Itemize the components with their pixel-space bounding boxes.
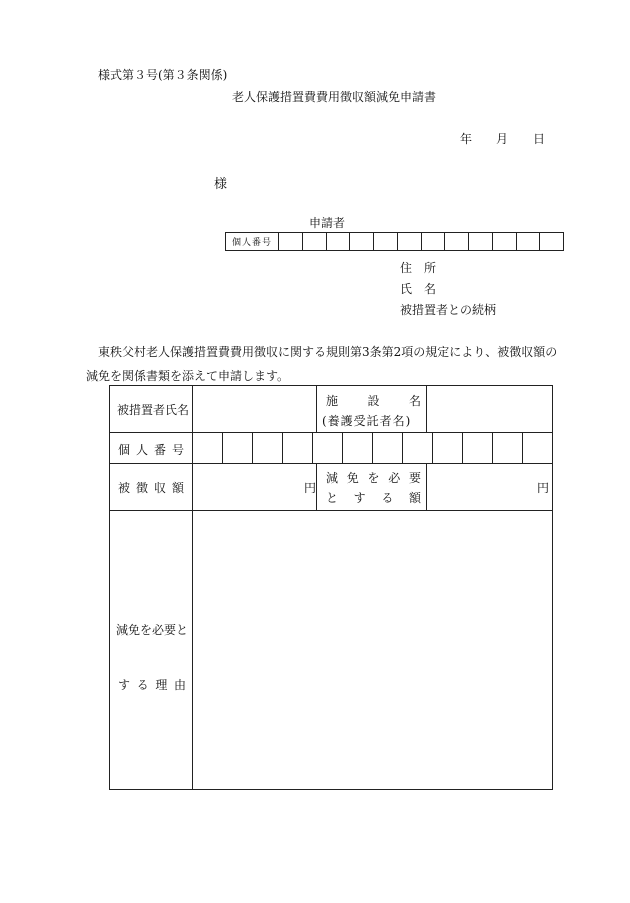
- reduction-amount-yen: 円: [537, 481, 550, 495]
- person-name-field[interactable]: [193, 386, 316, 432]
- application-statement: 東秩父村老人保護措置費費用徴収に関する規則第3条第2項の規定により、被徴収額の 減免を関係書類を添えて申請します。: [86, 345, 558, 383]
- number-digit-cell[interactable]: [350, 233, 374, 250]
- collected-amount-label: 被 徴 収 額: [118, 481, 184, 495]
- number-digit-cell[interactable]: [517, 233, 541, 250]
- number-digit-cell[interactable]: [398, 233, 422, 250]
- applicant-individual-number-field[interactable]: [225, 232, 564, 251]
- number-digit-cell[interactable]: [493, 233, 517, 250]
- number-digit-cell[interactable]: [432, 433, 462, 463]
- facility-sublabel: (養護受託者名): [322, 414, 412, 428]
- reduction-amount-label-2: と す る 額: [326, 491, 421, 505]
- form-title: 老人保護措置費費用徴収額減免申請書: [232, 90, 437, 104]
- person-name-label: 被措置者氏名: [117, 403, 190, 417]
- number-digit-cell[interactable]: [402, 433, 432, 463]
- table-row-name-facility: [110, 386, 552, 433]
- facility-name-field[interactable]: [427, 386, 553, 432]
- addressee-suffix: 様: [214, 177, 228, 192]
- date-day: 日: [533, 132, 546, 146]
- number-digit-cell[interactable]: [422, 233, 446, 250]
- number-digit-cell[interactable]: [469, 233, 493, 250]
- number-digit-cell[interactable]: [279, 233, 303, 250]
- applicant-individual-number-label: 個人番号: [226, 233, 279, 250]
- number-digit-cell[interactable]: [327, 233, 351, 250]
- number-digit-cell[interactable]: [374, 233, 398, 250]
- number-digit-cell[interactable]: [492, 433, 522, 463]
- number-digit-cell[interactable]: [372, 433, 402, 463]
- number-digit-cell[interactable]: [252, 433, 282, 463]
- reason-label-2: す る 理 由: [118, 678, 186, 692]
- applicant-address-label: 住 所: [400, 261, 436, 275]
- number-digit-cell[interactable]: [462, 433, 492, 463]
- table-row-reason: [110, 511, 552, 789]
- number-digit-cell[interactable]: [282, 433, 312, 463]
- facility-label: 施 設 名: [326, 394, 421, 408]
- number-digit-cell[interactable]: [522, 433, 552, 463]
- reduction-amount-field[interactable]: [427, 464, 553, 510]
- number-digit-cell[interactable]: [445, 233, 469, 250]
- number-digit-cell[interactable]: [312, 433, 342, 463]
- collected-amount-field[interactable]: [193, 464, 316, 510]
- date-year: 年: [460, 132, 473, 146]
- reduction-amount-label: 減 免 を 必 要: [326, 471, 421, 485]
- table-row-amounts: [110, 464, 552, 511]
- number-digit-cell[interactable]: [222, 433, 252, 463]
- individual-number-field[interactable]: [192, 433, 552, 463]
- applicant-name-label: 氏 名: [400, 282, 436, 296]
- applicant-heading: 申請者: [309, 216, 346, 230]
- number-digit-cell[interactable]: [192, 433, 222, 463]
- application-table: [109, 385, 553, 790]
- applicant-relation-label: 被措置者との続柄: [400, 303, 497, 317]
- number-digit-cell[interactable]: [303, 233, 327, 250]
- reason-label: 減免を必要と: [116, 623, 189, 637]
- reason-field[interactable]: [193, 511, 552, 789]
- table-row-individual-number: [110, 433, 552, 464]
- collected-amount-yen: 円: [304, 481, 317, 495]
- number-digit-cell[interactable]: [540, 233, 563, 250]
- form-number: 様式第３号(第３条関係): [98, 68, 228, 82]
- date-month: 月: [496, 132, 509, 146]
- individual-number-label: 個 人 番 号: [118, 443, 184, 457]
- number-digit-cell[interactable]: [342, 433, 372, 463]
